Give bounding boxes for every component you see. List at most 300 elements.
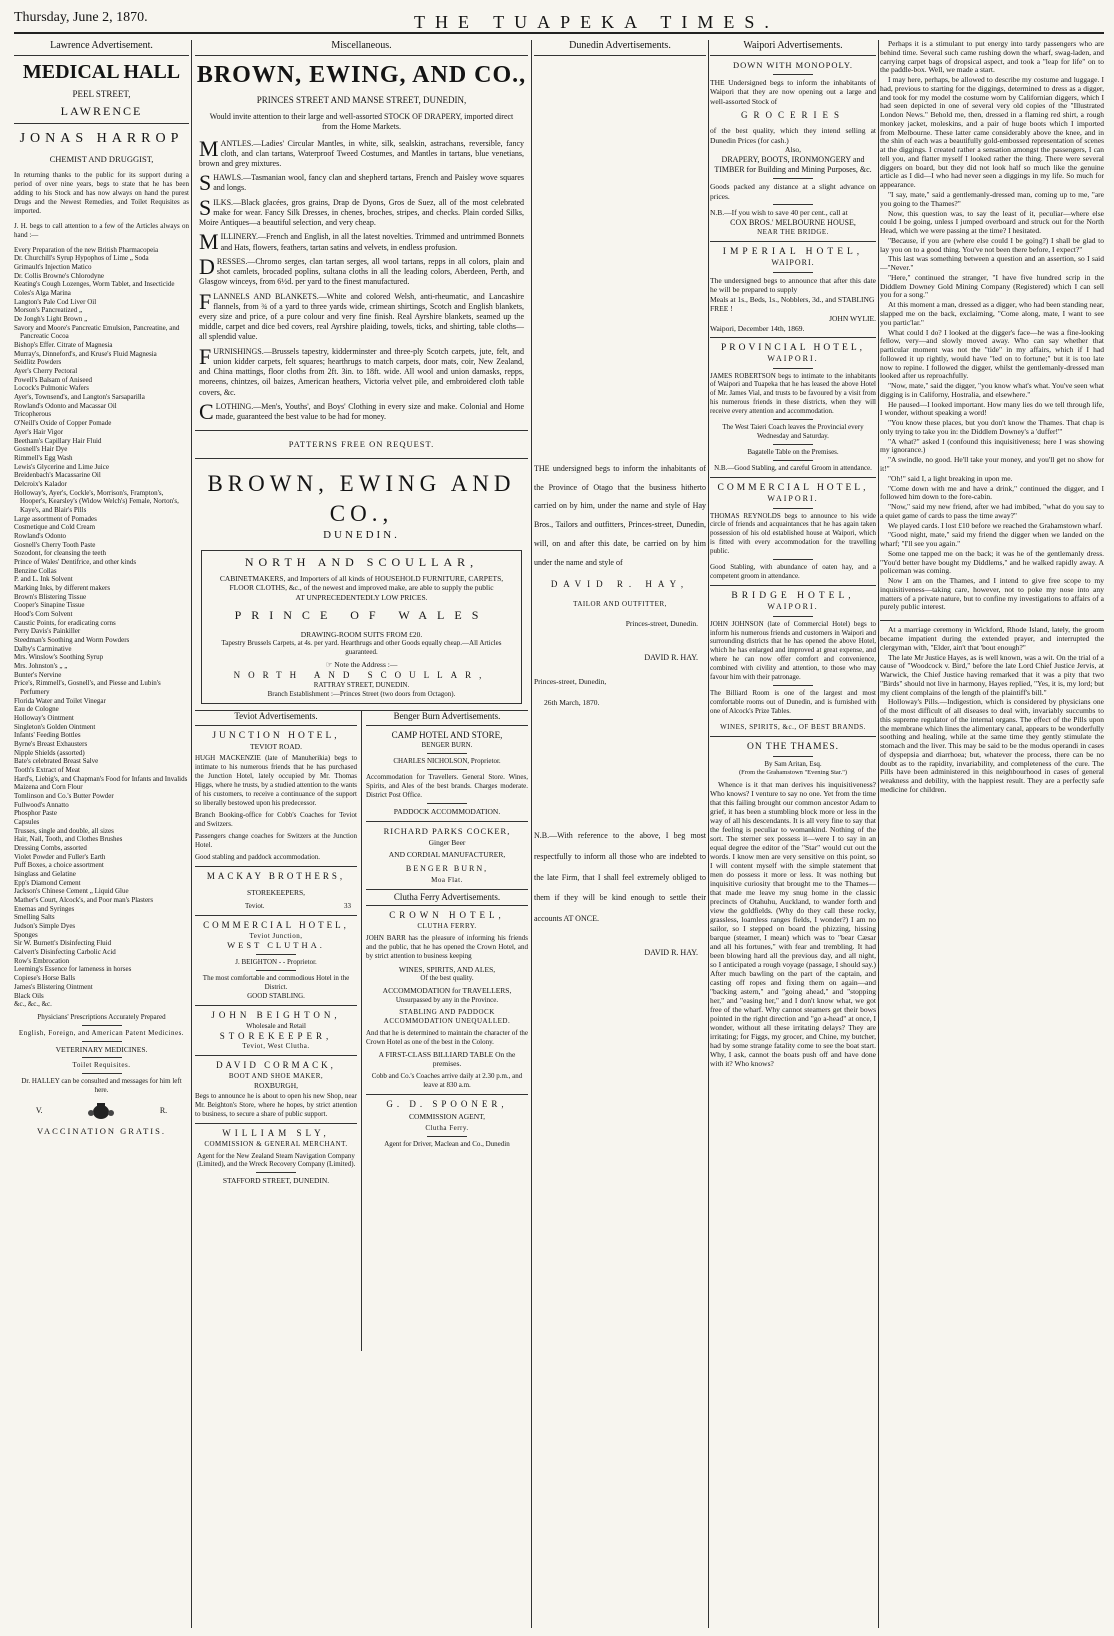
branch: Branch Establishment :—Princes Street (two doors from Octagon). [267, 690, 456, 699]
divider [427, 753, 467, 754]
drapery-paragraph [199, 343, 524, 398]
drapery-paragraph [199, 398, 524, 424]
article-list-item: Dr. Churchill's Syrup Hypophos of Lime „ Soda [14, 254, 149, 263]
article-paragraph: What could I do? I looked at the digger's face—he was a fine-looking fellow, very—and slowly moved away. Who can say whether that particular moment was not the "tide" in my affairs, which if I had followed it up rightly, would have "led on to fortune;" but it is too late now to repine. I followed the digger, whilst the gentlemanly-dressed man looked after us reproachfully. [880, 327, 1104, 381]
article-list-item: Bate's celebrated Breast Salve [14, 757, 99, 766]
article-paragraph: "Now," said my new friend, after we had imbibed, "what do you say to a quiet game of cards to pass the time away?" [880, 502, 1104, 520]
divider [256, 954, 296, 955]
divider [773, 616, 813, 617]
attention-text: J. H. begs to call attention to a few of the Articles always on hand :— [14, 221, 189, 239]
spooner-agent: Agent for Driver, Maclean and Co., Dunedin [384, 1139, 510, 1148]
article-list-item: Marking Inks, by different makers [14, 583, 111, 592]
intro-text: In returning thanks to the public for its support during a period of over nine years, begs to state that he has been adding to his Stock and has now always on hand the purest Drugs and the Newest Remedies, and Toilet Requisites as imported. [14, 171, 189, 215]
ad-number: 33 [344, 902, 351, 911]
article-paragraphs [880, 40, 1104, 795]
near-bridge: NEAR THE BRIDGE. [757, 228, 829, 237]
waipori-3: WAIPORI. [767, 494, 819, 504]
articles-list [14, 246, 189, 1009]
divider [710, 241, 876, 242]
meals: Meals at 1s., Beds, 1s., Nobblers, 3d., and STABLING FREE ! [710, 294, 875, 314]
benger-column [366, 711, 528, 1149]
article-paragraph: We played cards. I lost £10 before we reached the Grahamstown wharf. [888, 520, 1103, 530]
thames-byline: By Sam Aritan, Esq. [764, 760, 822, 769]
article-list-item: Rowland's Odonto and Macassar Oil [14, 401, 117, 410]
divider [773, 508, 813, 509]
medical-hall-title: MEDICAL HALL [22, 60, 181, 83]
article-list-item: Rimmell's Egg Wash [14, 453, 73, 462]
chemist-name: JONAS HARROP [19, 131, 184, 147]
trade: CHEMIST AND DRUGGIST, [49, 154, 154, 165]
drop-cap: D [199, 253, 215, 279]
commercial-body: THOMAS REYNOLDS begs to announce to his wide circle of friends and acquaintances that he has again taken possession of his old established house at Waipori, which is fitted with every accommodation for the travelling public. [710, 511, 876, 556]
article-list-item: Leeming's Essence for lameness in horses [14, 965, 132, 974]
article-list-item: Hood's Corn Solvent [14, 609, 73, 618]
divider [710, 585, 876, 586]
column-dunedin [534, 40, 706, 1628]
drapery-paragraph [199, 135, 524, 170]
david-hay: DAVID R. HAY, [550, 578, 690, 589]
article-list-item: Tooth's Extract of Meat [14, 766, 80, 775]
article-paragraph: At a marriage ceremony in Wickford, Rhode Island, lately, the groom became impatient during the extended prayer, and interrupted the clergyman with, "Elder, ain't that 'bout enough?" [880, 620, 1104, 652]
teviot-junction: Teviot Junction, [249, 931, 303, 940]
hay-signature: DAVID R. HAY. [644, 652, 698, 662]
waipori: WAIPORI. [771, 258, 815, 268]
article-list-item: Delcroix's Kalador [14, 479, 67, 488]
article-list-item: Coles's Alga Marina [14, 289, 71, 298]
brown-ewing-title: BROWN, EWING, AND CO., [196, 61, 527, 88]
article-list-item: Copiese's Horse Balls [14, 974, 76, 983]
divider [427, 769, 467, 770]
street: PEEL STREET, [72, 89, 131, 100]
wholesale: Wholesale and Retail [246, 1021, 306, 1030]
article-list-item: Lewis's Glycerine and Lime Juice [14, 462, 109, 471]
crown-hotel: CROWN HOTEL, [389, 910, 505, 921]
suites: DRAWING-ROOM SUITS FROM £20. [300, 629, 423, 639]
article-list-item: Prince of Wales' Dentifrice, and other kinds [14, 557, 137, 566]
article-paragraph: "Because, if you are (where else could I be going?) I shall be glad to lay you on to a good thing. You've not been there before, I expect?" [880, 235, 1104, 254]
firm-desc: CABINETMAKERS, and Importers of all kinds of HOUSEHOLD FURNITURE, CARPETS, FLOOR CLOTHS, &c., of the newest and improved make, are able to supply the public [219, 573, 504, 593]
veterinary: VETERINARY MEDICINES. [55, 1044, 148, 1054]
article-list-item: Mather's Court, Alcock's, and Poor man's Plasters [14, 896, 154, 905]
cordial: AND CORDIAL MANUFACTURER, [388, 850, 506, 860]
article-list-item: Phosphor Paste [14, 809, 57, 818]
beighton-proprietor: J. BEIGHTON - - Proprietor. [235, 958, 317, 967]
billiard-room: The Billiard Room is one of the largest and most comfortable rooms out of Dunedin, and is furnished with one of Alcock's Prize Tables. [710, 689, 876, 716]
general-merchant: COMMISSION & GENERAL MERCHANT. [204, 1139, 348, 1148]
article-list-item: Every Preparation of the new British Pharmacopeia [14, 245, 159, 254]
article-paragraph: I may here, perhaps, be allowed to describe my costume and luggage. I had, previous to starting for the diggings, determined to dress as a digger, and took for my model the costume worn by Californian diggers, which I had seen depicted in one of several very old copies of the "Illustrated London News." Behold me, then, dressed in a flaming red shirt, a rough monkey jacket, moleskins, and a pair of huge boots which I imported from Melbourne. These latter came considerably above the knee, and in the shin of each was a beautifully gold-embossed representation of scenes at the diggings. I created rather a sensation amongst the passengers, I can tell you, and flatter myself I looked rather the thing. There were several diggers on board, but they did not look half so much like the genuine article as I did—I who had never seen a diggings in my life. So much for appearance. [880, 75, 1104, 190]
divider [82, 1041, 122, 1042]
drapery-paragraphs [195, 135, 528, 424]
also: Also, [784, 145, 802, 155]
drop-cap: F [199, 288, 212, 314]
article-list-item: Smelling Salts [14, 913, 55, 922]
divider [195, 866, 357, 867]
article-list-item: Byrne's Breast Exhausters [14, 740, 88, 749]
article-list-item: Mrs. Winslow's Soothing Syrup [14, 653, 104, 662]
article-list-item: De Jongh's Light Brown „ [14, 315, 88, 324]
teviot-column [195, 711, 357, 1186]
bagatelle: Bagatelle Table on the Premises. [747, 448, 839, 457]
divider [366, 1094, 528, 1095]
vaccination: VACCINATION GRATIS. [37, 1126, 166, 1137]
article-list-item: Ayer's, Townsend's, and Langton's Sarsaparilla [14, 393, 145, 402]
clutha-ferry: CLUTHA FERRY. [417, 921, 477, 930]
divider [710, 736, 876, 737]
article-paragraph: Holloway's Pills.—Indigestion, which is considered by physicians one of the most difficult of all diseases to deal with, invariably succumbs to this supreme regulator of the internal organs. The effect of the Pills upon the membrane which lines the alimentary canal, appears to be wonderfully soothing and healing, while at the same time they gently stimulate the stomach and the liver. This may be said to be the modus operandi in cases of dyspepsia and diarrhoea; but, whatever the process, there can be no doubt as to the rapidity, invariability, and completeness of the cure. The Pills have been administered in this neighbourhood in cases of general weakness and debility, with the happiest result. They are a perfectly safe medicine for children. [880, 697, 1104, 795]
article-list-item: Capsules [14, 818, 40, 827]
article-list-item: Infants' Feeding Bottles [14, 731, 81, 740]
article-list-item: Powell's Balsam of Aniseed [14, 375, 93, 384]
article-list-item: Gosnell's Cherry Tooth Paste [14, 540, 96, 549]
article-list-item: Morson's Pancreatized „ [14, 306, 83, 315]
teviot: Teviot. [245, 902, 265, 911]
brown-ewing-address: PRINCES STREET AND MANSE STREET, DUNEDIN, [256, 94, 467, 105]
billiard-table: A FIRST-CLASS BILLIARD TABLE On the premises. [378, 1049, 516, 1069]
cormack-body: Begs to announce he is about to open his new Shop, near Mr. Beighton's Store, where he hopes, by strict attention to business, to secure a share of public support. [195, 1092, 357, 1119]
address-note: ☞ Note the Address :— [325, 660, 398, 670]
save-note: N.B.—If you wish to save 40 per cent., call at [710, 208, 848, 218]
divider [82, 1025, 122, 1026]
article-paragraph: "I say, mate," said a gentlemanly-dressed man, coming up to me, "are you going to the Thames?" [880, 190, 1104, 208]
drop-cap: M [199, 229, 219, 255]
west-clutha-2: Teviot, West Clutha. [242, 1042, 310, 1051]
article-list-item: Large assortment of Pomades [14, 514, 97, 523]
divider [195, 430, 528, 431]
article-list-item: P. and L. Ink Solvent [14, 575, 73, 584]
commercial-hotel: COMMERCIAL HOTEL, [203, 920, 349, 931]
article-list-item: Puff Boxes, a choice assortment [14, 861, 104, 870]
issue-date: Thursday, June 2, 1870. [14, 10, 148, 25]
quality: Of the best quality. [420, 974, 474, 983]
section-heading: Benger Burn Advertisements. [366, 711, 528, 726]
drop-cap: C [199, 398, 214, 424]
section-heading: Lawrence Advertisement. [14, 40, 189, 56]
unsurpassed: Unsurpassed by any in the Province. [395, 995, 499, 1004]
article-list-item: Cosmetique and Cold Cream [14, 523, 96, 532]
firm-name-2: NORTH AND SCOULLAR, [233, 669, 490, 680]
commercial-stabling: Good Stabling, with abundance of oaten hay, and a competent groom in attendance. [710, 563, 876, 581]
divider [195, 915, 357, 916]
monopoly-body: THE Undersigned begs to inform the inhabitants of Waipori that they are now opening out a large and well-assorted Stock of [710, 77, 876, 106]
article-list-item: Hair, Nail, Tooth, and Clothes Brushes [14, 835, 123, 844]
sly-agent: Agent for the New Zealand Steam Navigation Company (Limited), and the Wreck Recovery Company (Limited). [196, 1151, 356, 1169]
article-list-item: Trusses, single and double, all sizes [14, 826, 114, 835]
waipori-2: WAIPORI. [767, 354, 819, 364]
divider [773, 460, 813, 461]
column-rule [361, 711, 362, 1351]
accommodation: ACCOMMODATION for TRAVELLERS, [382, 986, 512, 996]
column-rule [708, 40, 709, 1628]
section-heading: Clutha Ferry Advertisements. [366, 889, 528, 907]
divider [773, 204, 813, 205]
low-prices: AT UNPRECEDENTEDLY LOW PRICES. [295, 592, 428, 602]
column-miscellaneous [195, 40, 528, 1628]
comfortable: The most comfortable and commodious Hotel in the District. [202, 974, 350, 992]
article-list-item: Seidlitz Powders [14, 358, 62, 367]
prescriptions: Physicians' Prescriptions Accurately Prepared [37, 1012, 166, 1021]
article-paragraph: Now, this question was, to say the least of it, peculiar—where else could I be going, unless I jumped overboard and struck out for the North Head, which we were passing at the time? I hesitated. [880, 208, 1104, 236]
article-list-item: Tricopherous [14, 410, 52, 419]
drop-cap: M [199, 135, 219, 161]
article-paragraph: "Oh!" said I, a light breaking in upon me. [888, 473, 1013, 483]
article-paragraph: "You know these places, but you don't know the Thames. That chap is only trying to take you in: the Diddlem Downey's a 'duffer!'" [880, 418, 1104, 436]
hay-date: 26th March, 1870. [544, 698, 600, 708]
divider [773, 685, 813, 686]
bridge-body: JOHN JOHNSON (late of Commercial Hotel) begs to inform his numerous friends and customers in Waipori and surrounding districts that he has opened the above Hotel, which he has enlarged and improved at great expense, and where he can now offer comfort and convenience, combined with civility and attention, to those who may favour him with their patronage. [710, 619, 876, 682]
drop-cap: F [199, 343, 212, 369]
article-list-item: Bunter's Nervine [14, 670, 62, 679]
junction-body: HUGH MACKENZIE (late of Manuherikia) begs to intimate to his numerous friends that he has purchased the Junction Hotel, lately occupied by Mr. Thomas Higgs, where he trusts, by a studied attention to the wants of his customers, to receive a continuance of the support so liberally bestowed upon his predecessor. [195, 754, 357, 808]
thames-source: (From the Grahamstown "Evening Star.") [738, 769, 848, 777]
article-paragraph: "Come down with me and have a drink," continued the digger, and I followed him down to the fore-cabin. [880, 483, 1104, 502]
article-list-item: Enemas and Syringes [14, 904, 75, 913]
drop-cap: S [199, 194, 212, 220]
article-list-item: &c., &c., &c. [14, 1000, 52, 1009]
article-list-item: Steedman's Soothing and Worm Powders [14, 635, 130, 644]
section-heading: Waipori Advertisements. [710, 40, 876, 56]
drapery-paragraph [199, 170, 524, 196]
paddock: PADDOCK ACCOMMODATION. [393, 807, 501, 816]
column-rule [878, 40, 879, 1628]
article-list-item: Murray's, Dinneford's, and Kruse's Fluid Magnesia [14, 349, 157, 358]
stafford-street: STAFFORD STREET, DUNEDIN. [222, 1176, 330, 1186]
wines: WINES, SPIRITS, AND ALES, [398, 964, 496, 974]
article-list-item: Dalby's Carminative [14, 644, 72, 653]
divider [773, 756, 813, 757]
article-list-item: Brown's Blistering Tissue [14, 592, 87, 601]
maintain: And that he is determined to maintain the character of the Crown Hotel as one of the best in the Colony. [366, 1028, 528, 1046]
drapery-paragraph [199, 253, 524, 288]
article-list-item: Langton's Pale Cod Liver Oil [14, 297, 97, 306]
article-list-item: Dr. Collis Browne's Chlorodyne [14, 271, 104, 280]
article-list-item: Savory and Moore's Pancreatic Emulsion, Pancreatine, and Pancreatic Cocoa [14, 323, 180, 341]
roxburgh: ROXBURGH, [254, 1080, 298, 1090]
section-heading: Miscellaneous. [195, 40, 528, 56]
hay-signature-2: DAVID R. HAY. [644, 948, 698, 958]
commercial-hotel-waipori: COMMERCIAL HOTEL, [717, 483, 869, 494]
dunedin: DUNEDIN. [323, 529, 400, 542]
thames-title: ON THE THAMES. [746, 742, 840, 753]
divider [256, 1172, 296, 1173]
cobb-coaches: Cobb and Co.'s Coaches arrive daily at 2.30 p.m., and leave at 830 a.m. [371, 1071, 523, 1089]
article-list-item: Beetham's Capillary Hair Fluid [14, 436, 102, 445]
tailor-outfitter: TAILOR AND OUTFITTER, [573, 600, 667, 609]
article-list-item: Ayer's Hair Vigor [14, 427, 64, 436]
provincial-nb: N.B.—Good Stabling, and careful Groom in attendance. [714, 464, 872, 473]
provincial-body: JAMES ROBERTSON begs to intimate to the inhabitants of Waipori and Tuapeka that he has leased the above Hotel of Mr. James Vial, and trusts to be favoured by a visit from his numerous friends in these districts, when they will receive every attention and accommodation. [710, 371, 876, 416]
storekeeper: STOREKEEPER, [219, 1030, 333, 1041]
blank-space [534, 708, 706, 826]
william-sly: WILLIAM SLY, [222, 1128, 330, 1139]
good-stabling: GOOD STABLING. [247, 992, 305, 1001]
drapery-paragraph [199, 229, 524, 255]
junction-hotel: JUNCTION HOTEL, [212, 730, 340, 741]
town: LAWRENCE [60, 103, 143, 118]
article-list-item: Grimault's Injection Matico [14, 263, 92, 272]
crest-letter: V. [35, 1106, 43, 1116]
divider [195, 1055, 357, 1056]
drop-cap: S [199, 170, 212, 196]
hay-announcement: THE undersigned begs to inform the inhabitants of the Province of Otago that the business hitherto carried on by him, under the name and style of Hay Bros., Tailors and outfitters, Princes-street, Dunedin, will, on and after this date, be carried on by him under the name and style of [534, 463, 706, 567]
bridge-hotel: BRIDGE HOTEL, [731, 591, 855, 602]
tapestry: Tapestry Brussels Carpets, at 4s. per yard. Hearthrugs and other Goods equally cheap.—All Articles guaranteed. [221, 639, 502, 657]
waipori-4: WAIPORI. [767, 602, 819, 612]
column-rule [191, 40, 192, 1628]
article-list-item: Eau de Cologne [14, 705, 59, 714]
article-list-item: Breidenbach's Macassarine Oil [14, 471, 101, 480]
paragraph-text: ILLINERY.—French and English, in all the latest novelties. Trimmed and untrimmed Bonnets and Hats, flowers, feathers, tartan satins and velvets, in endless profusion. [220, 232, 524, 252]
stabling: Good stabling and paddock accommodation. [195, 853, 320, 861]
article-list-item: Black Oils [14, 991, 44, 1000]
paper-title: THE TUAPEKA TIMES. [414, 12, 779, 32]
article-list-item: Holloway's Ointment [14, 714, 74, 722]
barr-body: JOHN BARR has the pleasure of informing his friends and the public, that he has opened the Crown Hotel, and by strict attention to business keeping [366, 933, 528, 960]
divider [82, 1073, 122, 1074]
masthead [14, 10, 1104, 34]
article-list-item: Judson's Simple Dyes [14, 922, 76, 931]
camp-hotel: CAMP HOTEL AND STORE, [391, 729, 503, 740]
divider [14, 123, 189, 124]
john-beighton: JOHN BEIGHTON, [211, 1010, 341, 1021]
north-scoullar-box [201, 550, 522, 704]
drapery: DRAPERY, BOOTS, IRONMONGERY and TIMBER for Building and Mining Purposes, &c. [714, 154, 872, 174]
divider [82, 1057, 122, 1058]
goods-packed: Goods packed any distance at a slight advance on prices. [710, 182, 876, 201]
divider [195, 458, 528, 459]
royal-crest-icon [86, 1101, 116, 1121]
article-list-item: James's Blistering Ointment [14, 982, 93, 991]
paragraph-text: URNISHINGS.—Brussels tapestry, kidderminster and three-ply Scotch carpets, jute, felt, and union kidder carpets, felt squares; hearthrugs to match carpets, door mats, coir, New Zealand, and China mattings, floor cloths from 2ft. 3in. to 18ft. wide. All wool and union damasks, repps, moreens, chintzes, oil baizes, American heathers, Victoria velvet pile, and embroidered cloth table covers, &c. [199, 346, 524, 397]
benger-burn: BENGER BURN. [421, 741, 473, 750]
article-list-item: Mrs. Johnston's „ „ [14, 661, 68, 670]
paragraph-text: ILKS.—Black glacées, gros grains, Drap de Dyons, Gros de Suez, all of the most celebrated make for wear. Fancy Silk Dresses, in chenes, broches, stripes, and checks. Plain corded Silks, Moire Antiques—a beautiful selection, and very cheap. [199, 197, 524, 228]
section-heading: Dunedin Advertisements. [534, 40, 706, 56]
article-list-item: Keating's Cough Lozenges, Worm Tablet, and Insecticide [14, 280, 175, 289]
benger-burn-2: BENGER BURN, [405, 863, 489, 873]
drapery-paragraph [199, 194, 524, 229]
thames-body: Whence is it that man derives his inquisitiveness? Who knows? I venture to say no one. Yet from the time that this failing brought our common ancestor Adam to grief, it has been a stumbling block more or less in the way of all his descendants. It is all very fine to say that the feeling is peculiar to womankind. Nothing of the sort. The sterner sex possess it—were I to say in an equal degree the editor of the "Star" would cut out the words. I know men are very sensitive on this point, so I will content myself with the simple statement that men do possess it more or less. It was nothing but inquisitive curiosity that brought me to the Thames—that made me leave my snug home in the classic precincts of Otahuhu, Auckland, to wander forth and view the goldfields. (Why do they call these rocky, grassless, loamless ranges fields, I wonder?) I am no sailor, so I stepped on board the phizzing, hissing barque (steamer, I mean) which was to "bear Cæsar and all his fortunes," with fear and trembling. It had been blowing hard all the previous day, and all night, so I anticipated a rough voyage (passage, I should say.) After much bawling on the part of the captain, and casting off ropes and fixing them on again—and "backing astern," and "going ahead," and "stopping her," and "easing her," and I don't know what, we got free of the wharf. Why cannot steamers get their bows pointed in the right direction and "go a-head" at once, I wonder, without all these irritating delays? They are irritating; for Figgs, my grocer, and Chine, my butcher, had by some strange fatality come to see the boat start. Why, I ask, cannot the boats push off and have done with it? Who knows? [710, 780, 876, 1069]
article-list-item: Bishop's Effer. Citrate of Magnesia [14, 341, 113, 350]
teviot-road: TEVIOT ROAD. [250, 741, 302, 751]
divider [773, 178, 813, 179]
rattray-street: RATTRAY STREET, DUNEDIN. [313, 681, 410, 690]
article-list-item: Hard's, Liebig's, and Chapman's Food for Infants and Invalids [14, 774, 188, 783]
article-paragraph: He paused—I looked important. How many lies do we tell through life, I wonder, without speaking a word! [880, 399, 1104, 418]
article-list-item: Singleton's Golden Ointment [14, 722, 96, 731]
provincial-hotel: PROVINCIAL HOTEL, [720, 343, 866, 354]
blank-space [534, 60, 706, 460]
article-list-item: Sir W. Burnett's Disinfecting Fluid [14, 939, 112, 948]
article-paragraph: "Here," continued the stranger, "I have five hundred scrip in the Diddlem Downey Gold Mining Company (Registered) which I can sell you for a song." [880, 272, 1104, 300]
article-list-item: O'Neill's Oxide of Copper Pomade [14, 419, 112, 428]
divider [773, 419, 813, 420]
royal-crest-row [14, 1101, 189, 1121]
mackay-brothers: MACKAY BROTHERS, [206, 870, 346, 881]
article-list-item: Violet Powder and Fuller's Earth [14, 852, 106, 861]
article-list-item: Maizena and Corn Flour [14, 783, 83, 792]
article-paragraph: The late Mr Justice Hayes, as is well known, was a wit. On the trial of a cause of "Woodcock v. Bird," before the late Lord Chief Justice Jervis, at Warwick, the Chief Justice having remarked that it was a pity that two "Birds" should not live in harmony, Hayes replied, "Yes, it is, my lord; but my client complains of the length of the plaintiff's bill." [880, 652, 1104, 697]
richard-cocker: RICHARD PARKS COCKER, [383, 825, 511, 836]
hay-place: Princes-street, Dunedin, [534, 676, 607, 686]
nicholson: CHARLES NICHOLSON, Proprietor. [393, 757, 501, 766]
paragraph-text: LANNELS AND BLANKETS.—White and colored Welsh, anti-rheumatic, and Lancashire flannels, from ¾ of a yard to three yards wide, crimean shirtings, Scotch and English blankets, every size and price, of a pure colour and very fine finish. Real Ayrshire blankets, seamed up the middle, carpet and dice bed covers, real Ayrshire plaiding, towels, ticks, and shirting, table cloths—all splendid value. [199, 291, 524, 342]
article-list-item: Caustic Points, for eradicating corns [14, 618, 116, 627]
article-paragraph: Perhaps it is a stimulant to put energy into tardy passengers who are behind time. Several such came rushing down the wharf, swag-laden, and carrying carpet bags of dropsical aspect, and took a "leap for life" on to the paddle-box. Well, we made a start. [880, 40, 1104, 75]
divider [366, 821, 528, 822]
camp-body: Accommodation for Travellers. General Store. Wines, Spirits, and Ales of the best brands. Charges moderate. District Post Office. [366, 773, 528, 800]
article-list-item: Sponges [14, 930, 38, 939]
article-list-item: Locock's Pulmonic Wafers [14, 384, 89, 393]
moa-flat: Moa Flat. [431, 875, 463, 884]
halley-note: Dr. HALLEY can be consulted and messages for him left here. [21, 1077, 182, 1095]
ginger-beer: Ginger Beer [428, 838, 466, 848]
column-thames-continued [880, 40, 1104, 1628]
teviot-line [195, 898, 357, 911]
divider [710, 477, 876, 478]
article-paragraph: At this moment a man, dressed as a digger, who had been standing near, slapped me on the back, exclaiming, "Come along, mate, I want to see you partic'lar." [880, 300, 1104, 327]
patent-medicines: English, Foreign, and American Patent Medicines. [18, 1028, 185, 1037]
cox-bros: COX BROS.' MELBOURNE HOUSE, [730, 218, 856, 227]
commission-agent: COMMISSION AGENT, [408, 1112, 486, 1122]
paragraph-text: HAWLS.—Tasmanian wool, fancy clan and shepherd tartans, French and Paisley wove squares and longs. [213, 173, 524, 193]
divider [710, 337, 876, 338]
article-paragraph: "Good night, mate," said my friend the digger when we landed on the wharf; "I'll see you again." [880, 530, 1104, 549]
article-list-item: Calvert's Disinfecting Carbolic Acid [14, 948, 116, 957]
west-taieri-coach: The West Taieri Coach leaves the Provincial every Wednesday and Saturday. [722, 423, 864, 441]
west-clutha: WEST CLUTHA. [227, 940, 325, 951]
imperial-hotel: IMPERIAL HOTEL, [722, 247, 864, 258]
divider [427, 1136, 467, 1137]
groceries: GROCERIES [740, 110, 845, 121]
crest-letter: R. [159, 1106, 168, 1116]
article-list-item: Epp's Diamond Cement [14, 878, 81, 887]
article-list-item: Ayer's Cherry Pectoral [14, 367, 78, 376]
passengers: Passengers change coaches for Switzers at the Junction Hotel. [195, 832, 357, 850]
article-list-item: Nipple Shields (assorted) [14, 748, 85, 757]
divider [773, 368, 813, 369]
article-list-item: Row's Embrocation [14, 956, 70, 965]
article-list-item: Cooper's Sinapine Tissue [14, 601, 85, 610]
brown-ewing-invite: Would invite attention to their large and well-assorted STOCK OF DRAPERY, imported direct from the Home Markets. [209, 112, 514, 132]
paragraph-text: ANTLES.—Ladies' Circular Mantles, in white, silk, sealskin, astrachans, reversible, fancy cloth, and clan tartans, Waterproof Tweed Costumes, and Mantles in tartans, blue venetians, brown and grey mixtures. [199, 138, 524, 168]
article-list-item: Perry Davis's Painkiller [14, 627, 81, 636]
column-rule [531, 40, 532, 1628]
article-list-item: Sozodont, for cleansing the teeth [14, 549, 106, 558]
patterns-note: PATTERNS FREE ON REQUEST. [288, 439, 435, 450]
article-list-item: Tomlinson and Co.'s Butter Powder [14, 792, 114, 801]
wylie: JOHN WYLIE. [829, 313, 876, 323]
article-list-item: Dressing Combs, assorted [14, 844, 87, 853]
column-waipori [710, 40, 876, 1628]
drapery-paragraph [199, 288, 524, 343]
article-paragraph: Some one tapped me on the back; it was he of the gentlemanly dress. "You'd better have bought my Diddlems," and he walked rapidly away. A policeman was coming. [880, 548, 1104, 576]
article-list-item: Gosnell's Hair Dye [14, 445, 68, 454]
article-list-item: Holloway's, Ayer's, Cockle's, Morrison's, Frampton's, Hooper's, Kearsley's (Widow Welch's) Female, Norton's, Kaye's, and Blair's Pills [14, 488, 179, 514]
spooner: G. D. SPOONER, [386, 1098, 508, 1109]
section-heading: Teviot Advertisements. [195, 711, 357, 726]
article-list-item: Benzine Collas [14, 566, 57, 575]
article-list-item: Price's, Rimmell's, Gosnell's, and Piesse and Lubin's Perfumery [14, 679, 161, 696]
divider [427, 803, 467, 804]
divider [773, 559, 813, 560]
clutha-ferry-2: Clutha Ferry. [425, 1123, 469, 1132]
divider [773, 444, 813, 445]
article-list-item: Isinglass and Gelatine [14, 870, 76, 879]
article-paragraph: "A what?" asked I (confound this inquisitiveness; here I was showing my ignorance.) [880, 436, 1104, 455]
boot-maker: BOOT AND SHOE MAKER, [228, 1071, 324, 1080]
booking-office: Branch Booking-office for Cobb's Coaches for Teviot and Switzers. [195, 811, 357, 829]
